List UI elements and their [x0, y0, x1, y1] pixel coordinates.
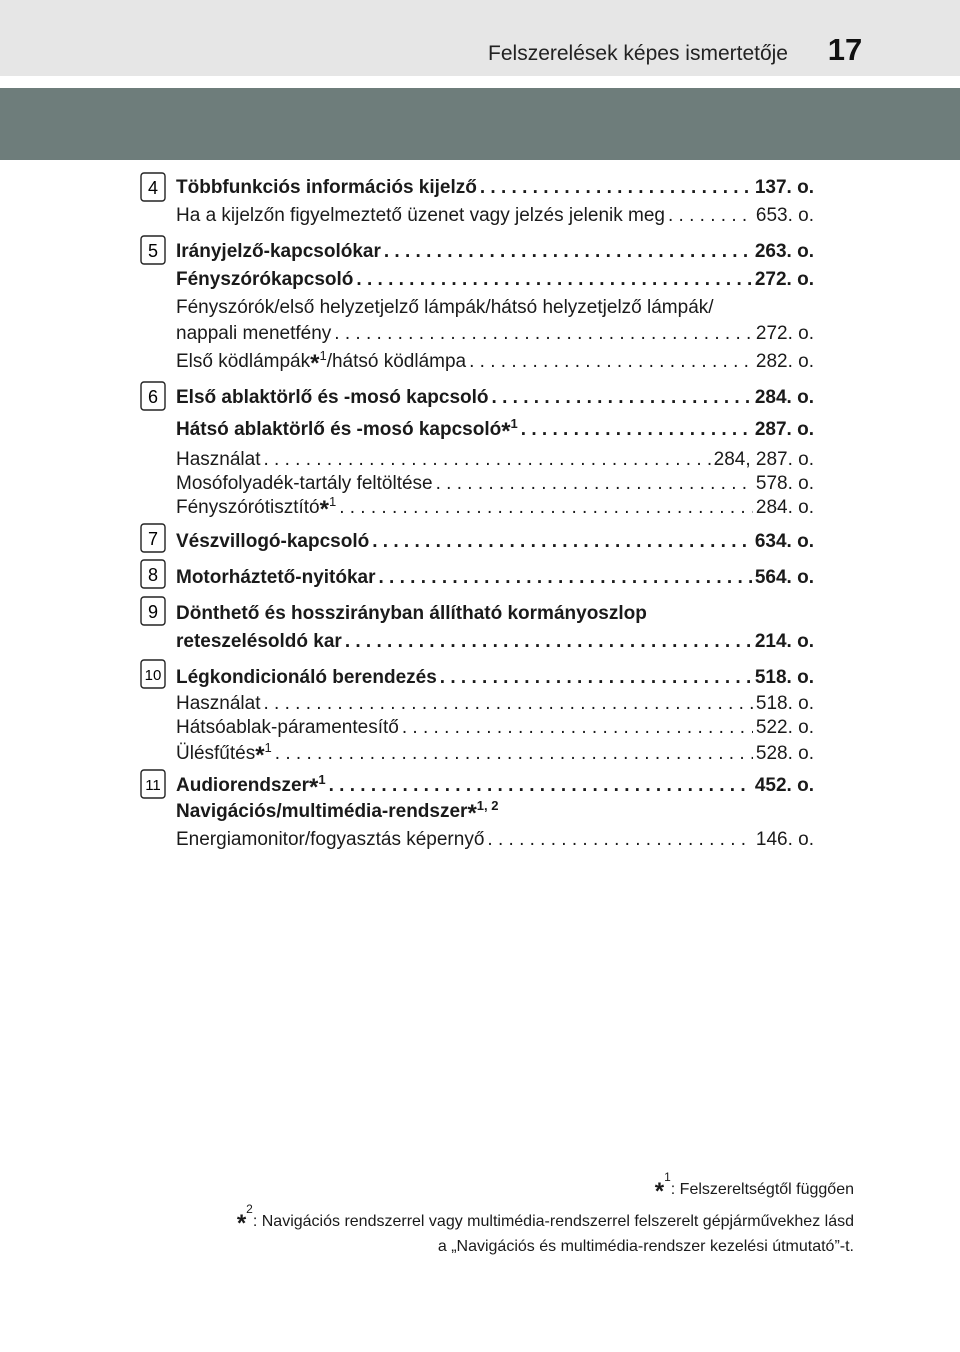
- toc-entry[interactable]: Ha a kijelzőn figyelmeztető üzenet vagy jelzés jelenik meg . . . 653. o.: [176, 200, 814, 228]
- callout-marker-icon: [140, 172, 166, 202]
- toc-entry-continued: Fényszórók/első helyzetjelző lámpák/hátsó helyzetjelző lámpák/: [176, 297, 714, 318]
- callout-marker-icon: [140, 769, 166, 799]
- section-title: Felszerelések képes ismertetője: [488, 42, 788, 65]
- toc-entry[interactable]: Irányjelző-kapcsolókar . . . 263. o.: [176, 236, 814, 264]
- callout-marker-icon: [140, 235, 166, 265]
- svg-text:5: 5: [147, 241, 159, 261]
- footnote-2: *$^2$: Navigációs rendszerrel vagy multimédia-rendszerrel felszerelt gépjárművekhez lásd: [236, 1201, 854, 1237]
- toc-entry[interactable]: Első ködlámpák*$^1$/hátsó ködlámpa . . . 282. o.: [176, 346, 814, 374]
- toc-entry[interactable]: Audiorendszer*$^1$ . . . 452. o.: [176, 770, 814, 798]
- svg-text:11: 11: [145, 777, 161, 794]
- toc-entry[interactable]: Első ablaktörlő és -mosó kapcsoló . . . 284. o.: [176, 382, 814, 410]
- toc-entry[interactable]: Mosófolyadék-tartály feltöltése . . . 578. o.: [176, 468, 814, 496]
- toc-entry[interactable]: Ülésfűtés*$^1$ . . . 528. o.: [176, 738, 814, 766]
- toc-entry[interactable]: Hátsóablak-páramentesítő . . . 522. o.: [176, 712, 814, 740]
- svg-text:10: 10: [144, 667, 162, 684]
- svg-text:9: 9: [147, 602, 159, 622]
- toc-entry[interactable]: nappali menetfény . . . 272. o.: [176, 318, 814, 346]
- toc-entry[interactable]: Használat . . . 518. o.: [176, 688, 814, 716]
- svg-text:8: 8: [147, 565, 159, 585]
- callout-marker-icon: [140, 659, 166, 689]
- toc-entry[interactable]: Használat . . . 284, 287. o.: [176, 444, 814, 472]
- toc-entry-continued: Navigációs/multimédia-rendszer*$^{1, 2}$: [176, 798, 499, 824]
- toc-entry[interactable]: Légkondicionáló berendezés . . . 518. o.: [176, 662, 814, 690]
- toc-entry[interactable]: Energiamonitor/fogyasztás képernyő . . . 146. o.: [176, 824, 814, 852]
- toc-entry[interactable]: Többfunkciós információs kijelző . . . 137. o.: [176, 172, 814, 200]
- svg-text:6: 6: [147, 387, 159, 407]
- svg-text:7: 7: [147, 529, 159, 549]
- callout-marker-icon: [140, 596, 166, 626]
- toc-entry[interactable]: Hátsó ablaktörlő és -mosó kapcsoló*$^1$ . . . 287. o.: [176, 414, 814, 442]
- callout-marker-icon: [140, 381, 166, 411]
- footnote-2-continued: a „Navigációs és multimédia-rendszer kezelési útmutató”-t.: [437, 1238, 854, 1255]
- toc-entry[interactable]: Fényszórókapcsoló . . . 272. o.: [176, 264, 814, 292]
- toc-entry[interactable]: Motorháztető-nyitókar . . . 564. o.: [176, 562, 814, 590]
- toc-entry[interactable]: Fényszórótisztító*$^1$ . . . 284. o.: [176, 492, 814, 520]
- callout-marker-icon: [140, 559, 166, 589]
- callout-marker-icon: [140, 523, 166, 553]
- svg-text:4: 4: [147, 178, 159, 198]
- footnote-1: *$^1$: Felszereltségtől függően: [654, 1169, 854, 1205]
- toc-entry[interactable]: Vészvillogó-kapcsoló . . . 634. o.: [176, 526, 814, 554]
- toc-entry-continued: Dönthető és hosszirányban állítható kormányoszlop: [176, 603, 647, 624]
- page-number: 17: [827, 32, 863, 67]
- toc-entry[interactable]: reteszelésoldó kar . . . 214. o.: [176, 626, 814, 654]
